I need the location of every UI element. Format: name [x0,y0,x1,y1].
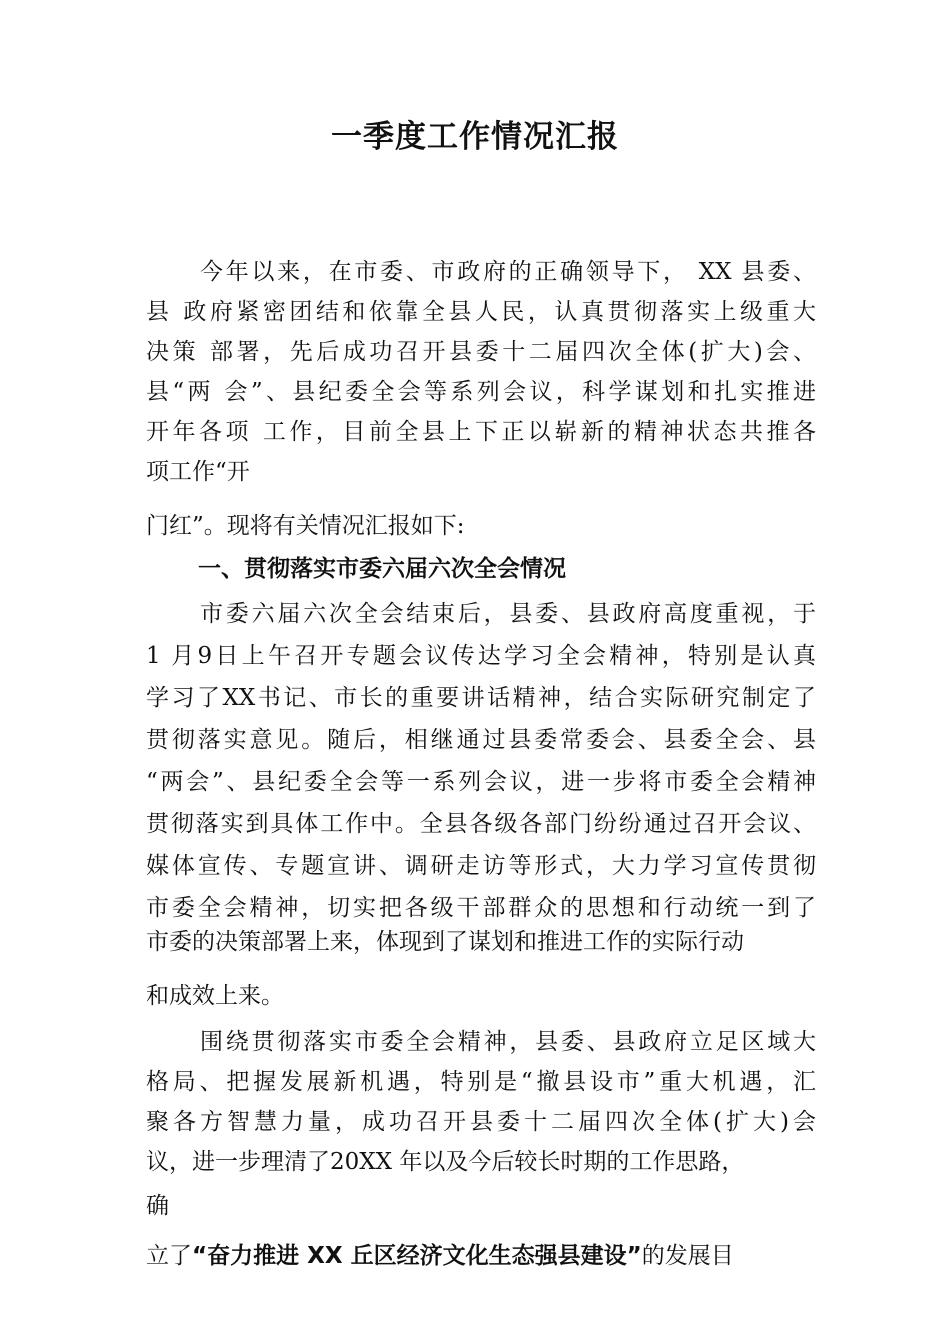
emphasized-text: “奋力推进 XX 丘区经济文化生态强县建设” [192,1243,642,1269]
paragraph-line: 县 政府紧密团结和依靠全县人民，认真贯彻落实上级重大 [146,299,816,325]
paragraph-line: 门红”。现将有关情况汇报如下: [146,513,465,539]
paragraph-line [146,1236,816,1276]
paragraph-line: 议，进一步理清了20XX 年以及今后较长时期的工作思路， [146,1149,745,1175]
paragraph-line: 和成效上来。 [146,983,284,1009]
paragraph-text: 的发展目 [641,1243,734,1269]
paragraph-text: 立了 [146,1243,192,1269]
paragraph-line: 贯彻落实意见。随后，相继通过县委常委会、县委全会、县 [146,727,816,753]
paragraph-line: 确 [146,1193,169,1219]
paragraph-line: 市委六届六次全会结束后，县委、县政府高度重视，于 [200,601,816,627]
paragraph-line: 县“两 会”、县纪委全会等系列会议，科学谋划和扎实推进 [146,379,816,405]
paragraph-line: 开年各项 工作，目前全县上下正以崭新的精神状态共推各 [146,419,816,445]
paragraph-line: 学习了XX书记、市长的重要讲话精神，结合实际研究制定了 [146,685,816,711]
paragraph-line: 市委全会精神，切实把各级干部群众的思想和行动统一到了 [146,895,816,921]
paragraph-line: 格局、把握发展新机遇，特别是“撤县设市”重大机遇，汇 [146,1069,816,1095]
paragraph-line: 决策 部署，先后成功召开县委十二届四次全体(扩大)会、 [146,339,816,365]
paragraph-line: 今年以来，在市委、市政府的正确领导下， XX 县委、 [200,259,816,285]
document-title: 一季度工作情况汇报 [331,119,619,155]
section-heading: 一、贯彻落实市委六届六次全会情况 [198,556,566,582]
paragraph-line: 围绕贯彻落实市委全会精神，县委、县政府立足区域大 [200,1029,816,1055]
paragraph-line: 1 月9日上午召开专题会议传达学习全会精神，特别是认真 [146,643,816,669]
paragraph-line: 贯彻落实到具体工作中。全县各级各部门纷纷通过召开会议、 [146,811,816,837]
paragraph-line: “两会”、县纪委全会等一系列会议，进一步将市委全会精神 [146,769,816,795]
paragraph-line: 媒体宣传、专题宣讲、调研走访等形式，大力学习宣传贯彻 [146,853,816,879]
paragraph-line: 市委的决策部署上来，体现到了谋划和推进工作的实际行动 [146,929,744,955]
paragraph-line: 聚各方智慧力量，成功召开县委十二届四次全体(扩大)会 [146,1109,816,1135]
paragraph-line: 项工作“开 [146,459,250,485]
